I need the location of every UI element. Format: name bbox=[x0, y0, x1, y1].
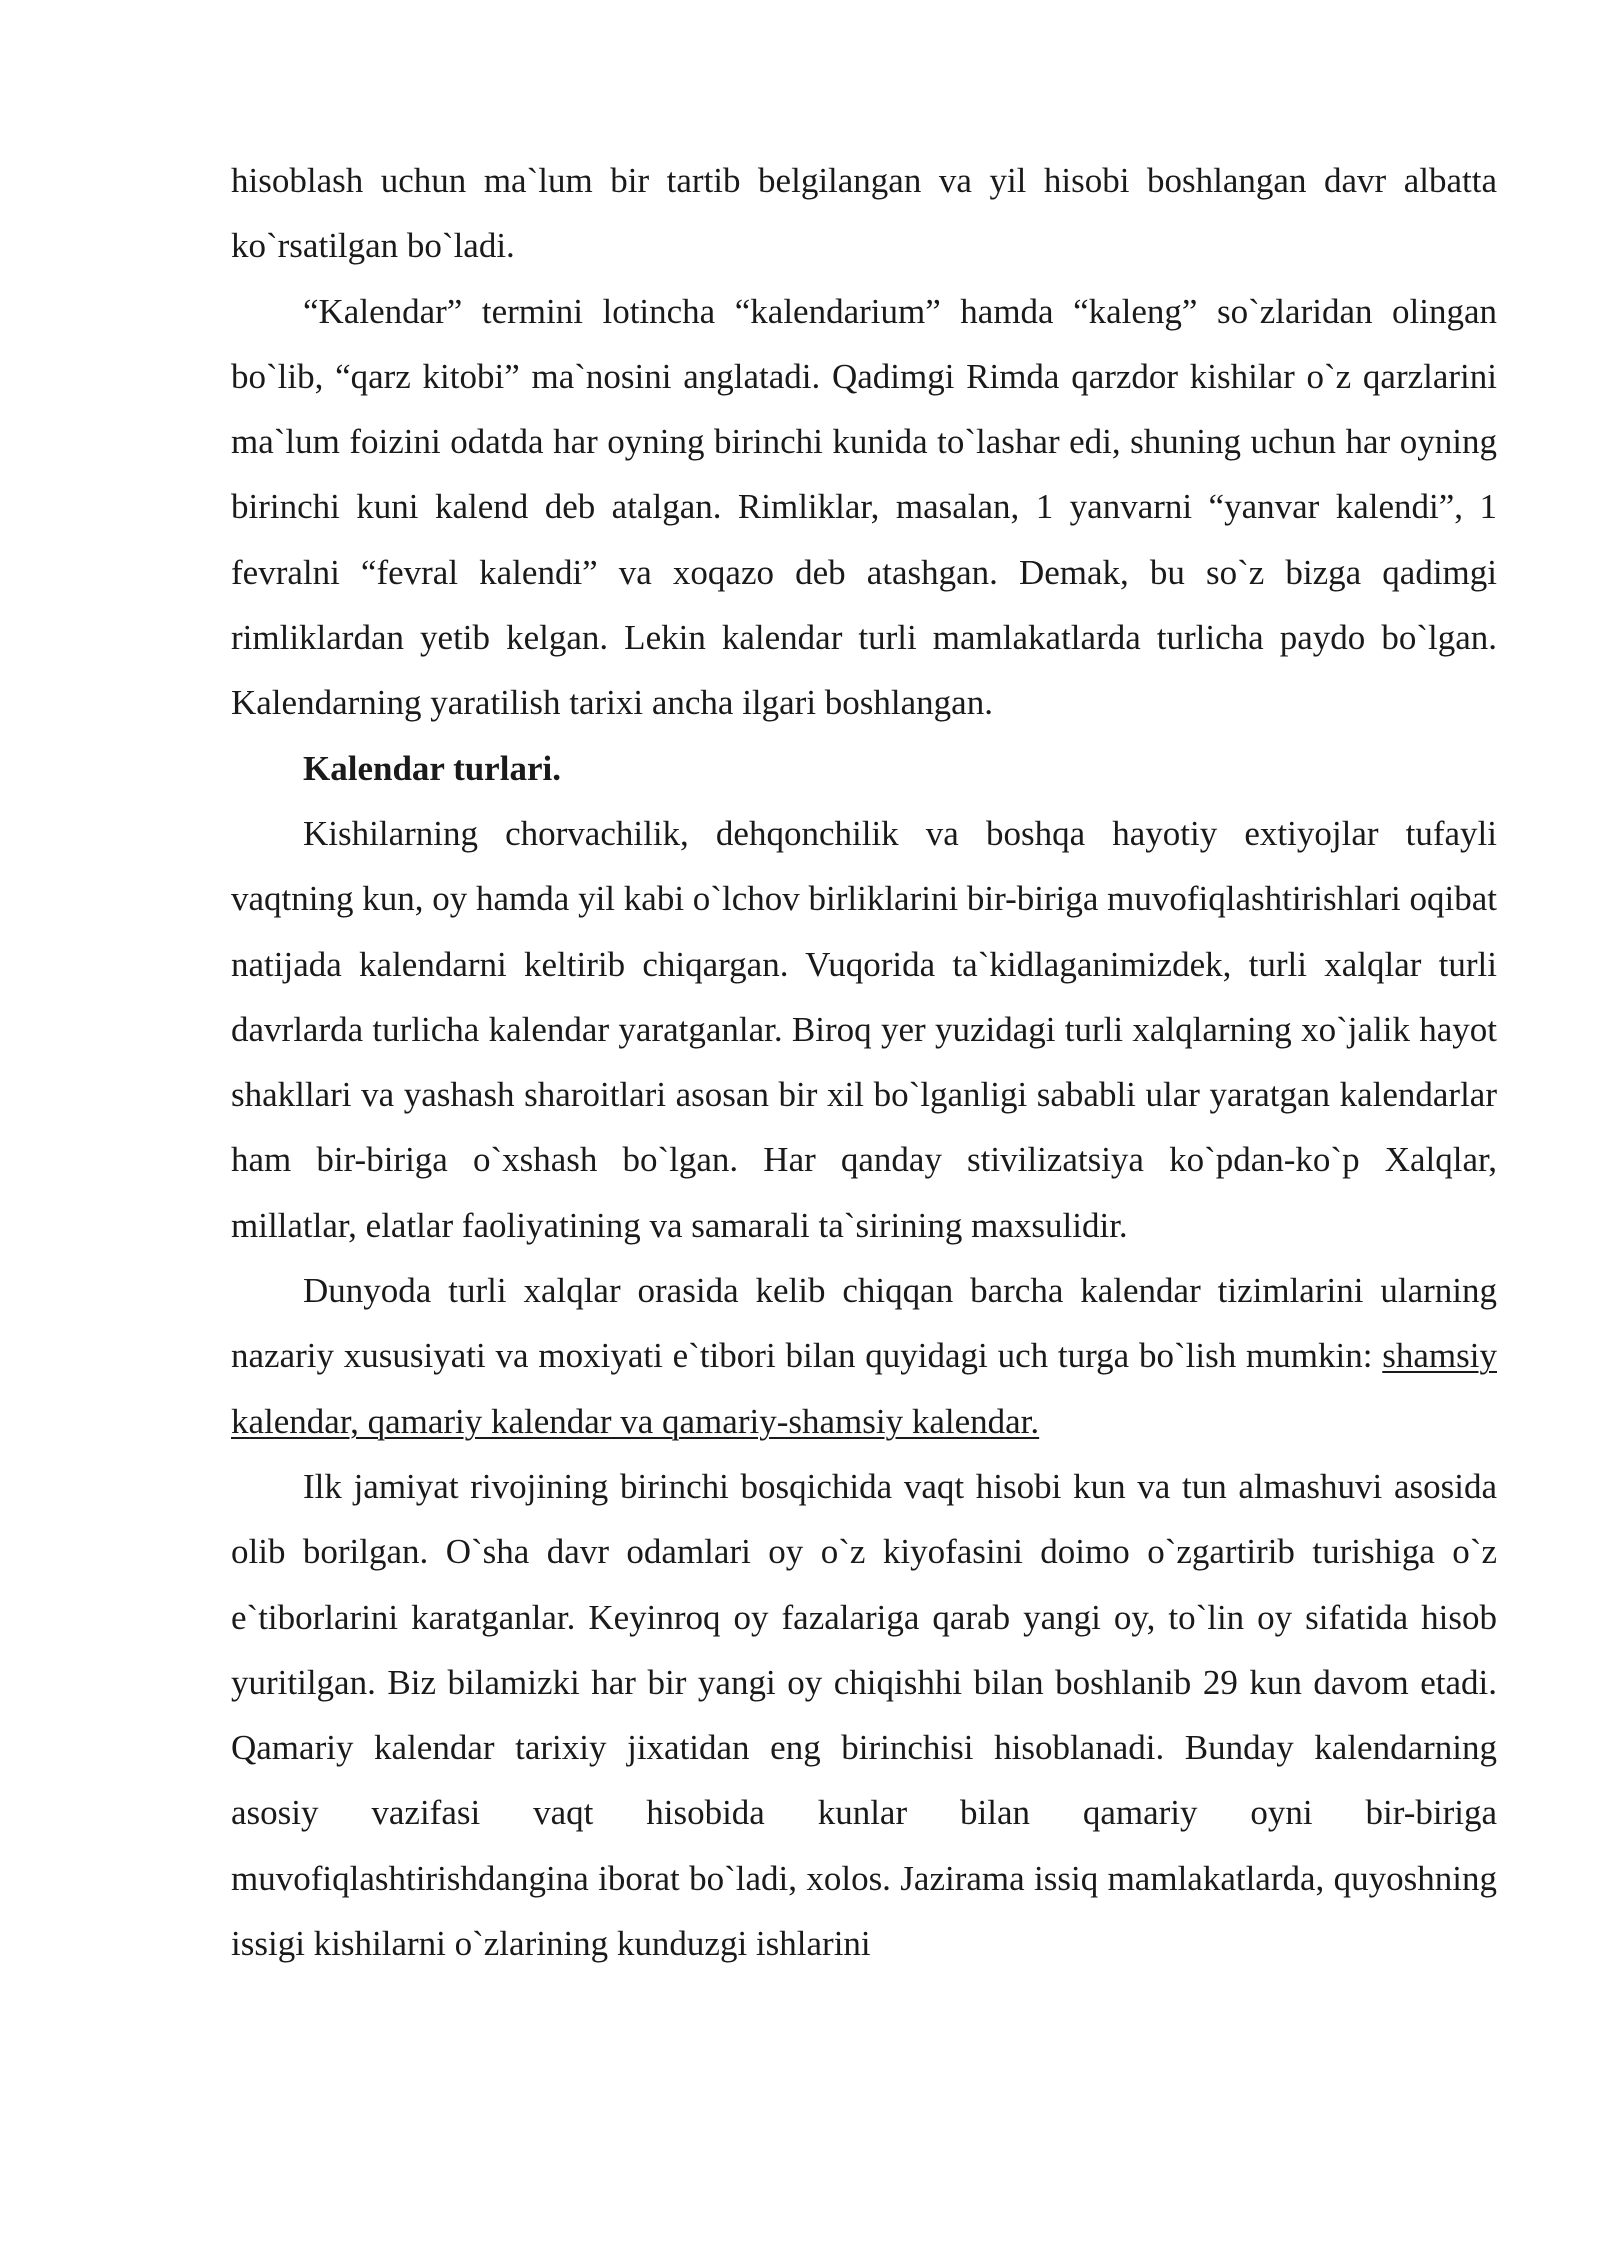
paragraph-text: Dunyoda turli xalqlar orasida kelib chiqqan barcha kalendar tizimlarini ularning nazariy xususiyati va moxiyati e`tibori bilan quyidagi uch turga bo`lish mumkin: bbox=[231, 1271, 1497, 1376]
underlined-calendar-types: shamsiy kalendar, qamariy kalendar va qamariy-shamsiy kalendar. bbox=[231, 1336, 1497, 1441]
heading-text: Kalendar turlari. bbox=[303, 748, 561, 788]
paragraph-text: Ilk jamiyat rivojining birinchi bosqichida vaqt hisobi kun va tun almashuvi asosida olib borilgan. O`sha davr odamlari oy o`z kiyofasini doimo o`zgartirib turishiga o`z e`tiborlarini karatganlar. Keyinroq oy fazalariga qarab yangi oy, to`lin oy sifatida hisob yuritilgan. Biz bilamizki har bir yangi oy chiqishhi bilan boshlanib 29 kun davom etadi. Qamariy kalendar tarixiy jixatidan eng birinchisi hisoblanadi. Bunday kalendarning asosiy vazifasi vaqt hisobida kunlar bilan qamariy oyni bir-biriga muvofiqlashtirishdangina iborat bo`ladi, xolos. Jazirama issiq mamlakatlarda, quyoshning issigi kishilarni o`zlarining kunduzgi ishlarini bbox=[231, 1466, 1497, 1964]
paragraph-lunar-calendar bbox=[231, 1454, 1497, 1976]
paragraph-continuation bbox=[231, 148, 1497, 279]
paragraph-needs bbox=[231, 801, 1497, 1258]
document-body bbox=[231, 148, 1497, 1976]
paragraph-kalendar-term bbox=[231, 279, 1497, 736]
paragraph-calendar-types bbox=[231, 1258, 1497, 1454]
section-heading bbox=[231, 736, 1497, 801]
paragraph-text: hisoblash uchun ma`lum bir tartib belgilangan va yil hisobi boshlangan davr albatta ko`rsatilgan bo`ladi. bbox=[231, 161, 1497, 266]
paragraph-text: “Kalendar” termini lotincha “kalendarium” hamda “kaleng” so`zlaridan olingan bo`lib, “qarz kitobi” ma`nosini anglatadi. Qadimgi Rimda qarzdor kishilar o`z qarzlarini ma`lum foizini odatda har oyning birinchi kunida to`lashar edi, shuning uchun har oyning birinchi kuni kalend deb atalgan. Rimliklar, masalan, 1 yanvarni “yanvar kalendi”, 1 fevralni “fevral kalendi” va xoqazo deb atashgan. Demak, bu so`z bizga qadimgi rimliklardan yetib kelgan. Lekin kalendar turli mamlakatlarda turlicha paydo bo`lgan. Kalendarning yaratilish tarixi ancha ilgari boshlangan. bbox=[231, 291, 1497, 723]
paragraph-text: Kishilarning chorvachilik, dehqonchilik va boshqa hayotiy extiyojlar tufayli vaqtning kun, oy hamda yil kabi o`lchov birliklarini bir-biriga muvofiqlashtirishlari oqibat natijada kalendarni keltirib chiqargan. Vuqorida ta`kidlaganimizdek, turli xalqlar turli davrlarda turlicha kalendar yaratganlar. Biroq yer yuzidagi turli xalqlarning xo`jalik hayot shakllari va yashash sharoitlari asosan bir xil bo`lganligi sababli ular yaratgan kalendarlar ham bir-biriga o`xshash bo`lgan. Har qanday stivilizatsiya ko`pdan-ko`p Xalqlar, millatlar, elatlar faoliyatining va samarali ta`sirining maxsulidir. bbox=[231, 813, 1497, 1245]
